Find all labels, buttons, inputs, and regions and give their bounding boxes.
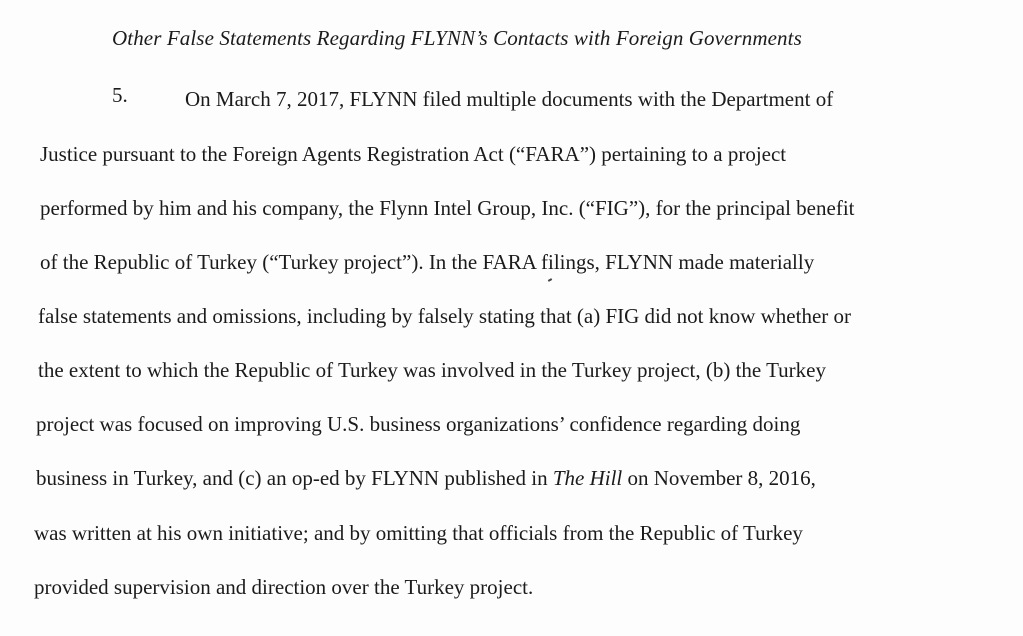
paragraph-line-10: provided supervision and direction over the Turkey project. — [34, 575, 534, 599]
paragraph-line-1: On March 7, 2017, FLYNN filed multiple documents with the Department of — [185, 87, 834, 111]
paragraph-line-8 — [36, 466, 816, 491]
publication-title: The Hill — [552, 466, 623, 490]
paragraph-number: 5. — [112, 83, 128, 107]
scan-mark — [548, 278, 552, 282]
line-8-text-start: business in Turkey, and (c) an op-ed by FLYNN published in — [36, 466, 553, 490]
paragraph-line-7: project was focused on improving U.S. business organizations’ confidence regarding doing — [36, 412, 801, 436]
paragraph-line-9: was written at his own initiative; and by omitting that officials from the Republic of Turkey — [34, 521, 803, 545]
paragraph-line-5: false statements and omissions, including by falsely stating that (a) FIG did not know whether or — [38, 304, 852, 328]
line-8-text-end: on November 8, 2016, — [622, 466, 816, 490]
paragraph-line-2: Justice pursuant to the Foreign Agents Registration Act (“FARA”) pertaining to a project — [40, 142, 787, 166]
paragraph-line-4: of the Republic of Turkey (“Turkey project”). In the FARA filings, FLYNN made materially — [40, 250, 815, 274]
paragraph-line-3: performed by him and his company, the Flynn Intel Group, Inc. (“FIG”), for the principal benefit — [40, 196, 855, 220]
section-heading: Other False Statements Regarding FLYNN’s Contacts with Foreign Governments — [112, 26, 802, 50]
paragraph-line-6: the extent to which the Republic of Turkey was involved in the Turkey project, (b) the Turkey — [38, 358, 826, 382]
